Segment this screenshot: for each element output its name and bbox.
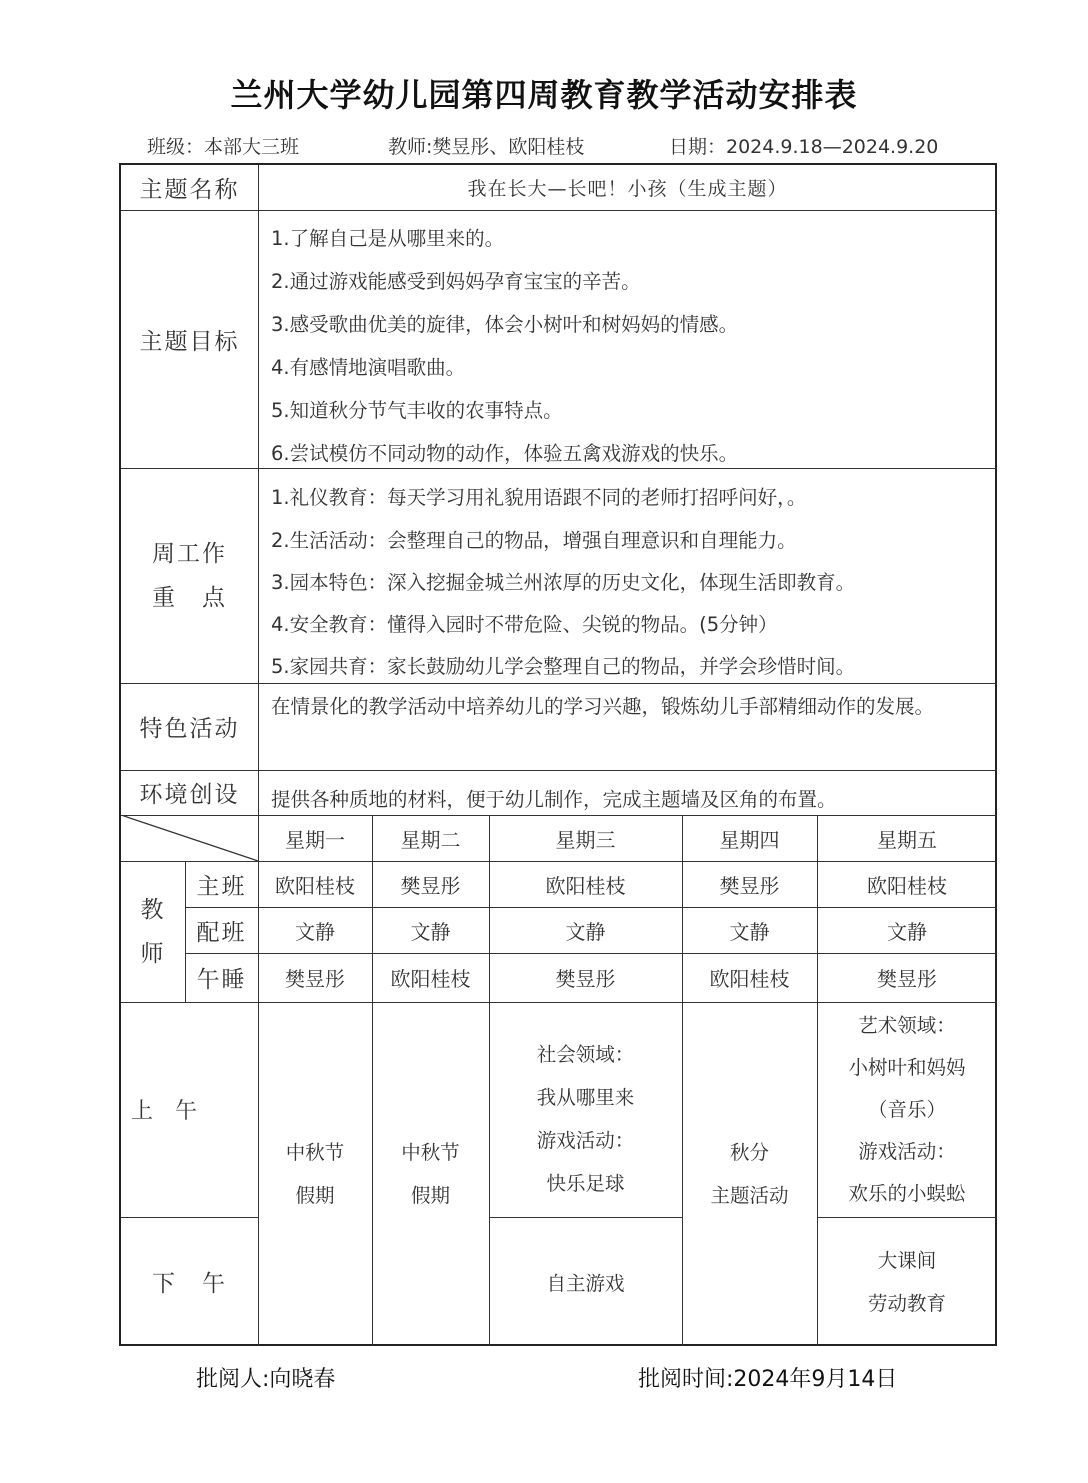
teacher-name-cell: 欧阳桂枝 (275, 873, 355, 898)
afternoon-label: 下 午 (152, 1271, 227, 1297)
goal-item: 6.尝试模仿不同动物的动作，体验五禽戏游戏的快乐。 (271, 442, 739, 465)
friday-morning (817, 1002, 997, 1217)
teacher-name-cell: 樊昱彤 (555, 967, 616, 991)
teachers-info: 教师:樊昱彤、欧阳桂枝 (388, 136, 585, 158)
activity-line: 中秋节 (401, 1141, 460, 1164)
activity-line: 社会领域： (536, 1042, 635, 1066)
teacher-name-cell: 文静 (295, 919, 335, 944)
teacher-name-cell: 欧阳桂枝 (390, 967, 471, 991)
page-title: 兰州大学幼儿园第四周教育教学活动安排表 (230, 76, 858, 114)
friday-afternoon (817, 1217, 997, 1346)
focus-item: 5.家园共育：家长鼓励幼儿学会整理自己的物品，并学会珍惜时间。 (271, 655, 856, 678)
theme-value: 我在长大—长吧！小孩（生成主题） (467, 178, 788, 200)
teacher-name-cell: 樊昱彤 (400, 873, 461, 898)
activity-line: 欢乐的小蜈蚣 (848, 1181, 966, 1205)
teacher-name-cell: 文静 (565, 919, 606, 944)
activity-line: 我从哪里来 (536, 1085, 635, 1109)
date-info: 日期：2024.9.18—2024.9.20 (669, 136, 939, 158)
activity-line: 假期 (410, 1184, 450, 1207)
tuesday-activity (372, 1002, 489, 1346)
monday-activity (258, 1002, 372, 1346)
feature-label: 特色活动 (139, 716, 240, 742)
theme-label: 主题名称 (139, 177, 240, 203)
header-diagonal (121, 815, 258, 861)
wednesday-morning (489, 1002, 682, 1217)
activity-line: 大课间 (877, 1248, 937, 1272)
teacher-label-line2: 师 (140, 940, 166, 967)
teacher-name-cell: 欧阳桂枝 (709, 967, 790, 991)
goal-item: 2.通过游戏能感受到妈妈孕育宝宝的辛苦。 (271, 270, 641, 293)
weekday-header: 星期二 (400, 827, 461, 852)
goal-item: 4.有感情地演唱歌曲。 (271, 356, 466, 379)
weekday-header: 星期三 (555, 827, 616, 852)
teacher-name-cell: 樊昱彤 (285, 967, 345, 991)
weekday-header: 星期五 (877, 827, 937, 852)
feature-text: 在情景化的教学活动中培养幼儿的学习兴趣，锻炼幼儿手部精细动作的发展。 (271, 695, 935, 718)
teacher-label (121, 861, 185, 1002)
activity-line: 小树叶和妈妈 (848, 1055, 966, 1079)
wednesday-afternoon: 自主游戏 (546, 1271, 625, 1295)
teacher-name-cell: 文静 (729, 919, 770, 944)
environment-text: 提供各种质地的材料，便于幼儿制作，完成主题墙及区角的布置。 (271, 788, 837, 811)
teacher-name-cell: 文静 (887, 919, 927, 944)
goal-item: 1.了解自己是从哪里来的。 (271, 227, 505, 250)
environment-label: 环境创设 (139, 782, 240, 808)
activity-line: 中秋节 (285, 1141, 345, 1164)
goals-label: 主题目标 (139, 328, 240, 355)
weekday-header: 星期一 (285, 827, 345, 852)
weekday-header: 星期四 (719, 827, 780, 852)
teacher-name-cell: 樊昱彤 (719, 873, 780, 898)
review-time: 批阅时间:2024年9月14日 (638, 1367, 898, 1392)
focus-item: 2.生活活动：会整理自己的物品，增强自理意识和自理能力。 (271, 529, 797, 552)
thursday-activity (682, 1002, 817, 1346)
teacher-name-cell: 欧阳桂枝 (867, 873, 947, 898)
focus-item: 3.园本特色：深入挖掘金城兰州浓厚的历史文化，体现生活即教育。 (271, 571, 856, 594)
activity-line: 劳动教育 (867, 1291, 946, 1315)
teacher-name-cell: 樊昱彤 (877, 967, 937, 991)
focus-label (121, 468, 258, 683)
activity-line: 游戏活动： (536, 1128, 635, 1152)
activity-line: 游戏活动： (858, 1139, 956, 1163)
goal-item: 3.感受歌曲优美的旋律，体会小树叶和树妈妈的情感。 (271, 313, 739, 336)
activity-line: 秋分 (729, 1141, 769, 1164)
morning-label: 上 午 (131, 1099, 198, 1124)
schedule-table (119, 163, 997, 1346)
role-label: 配班 (196, 919, 247, 946)
focus-item: 1.礼仪教育：每天学习用礼貌用语跟不同的老师打招呼问好，。 (271, 486, 807, 509)
class-info: 班级：本部大三班 (147, 136, 300, 158)
goal-item: 5.知道秋分节气丰收的农事特点。 (271, 399, 563, 422)
focus-label-line1: 周工作 (152, 540, 227, 567)
teacher-name-cell: 欧阳桂枝 (545, 873, 626, 898)
teacher-label-line1: 教 (140, 896, 166, 923)
teacher-name-cell: 文静 (410, 919, 451, 944)
reviewer: 批阅人:向晓春 (196, 1367, 336, 1392)
activity-line: 假期 (295, 1184, 335, 1207)
activity-line: （音乐） (867, 1097, 946, 1121)
focus-item: 4.安全教育：懂得入园时不带危险、尖锐的物品。(5分钟） (271, 613, 778, 636)
activity-line: 艺术领域： (858, 1013, 956, 1037)
activity-line: 快乐足球 (546, 1171, 625, 1195)
focus-label-line2: 重 点 (152, 584, 227, 611)
activity-line: 主题活动 (710, 1184, 789, 1207)
role-label: 午睡 (196, 967, 247, 993)
role-label: 主班 (196, 873, 247, 900)
